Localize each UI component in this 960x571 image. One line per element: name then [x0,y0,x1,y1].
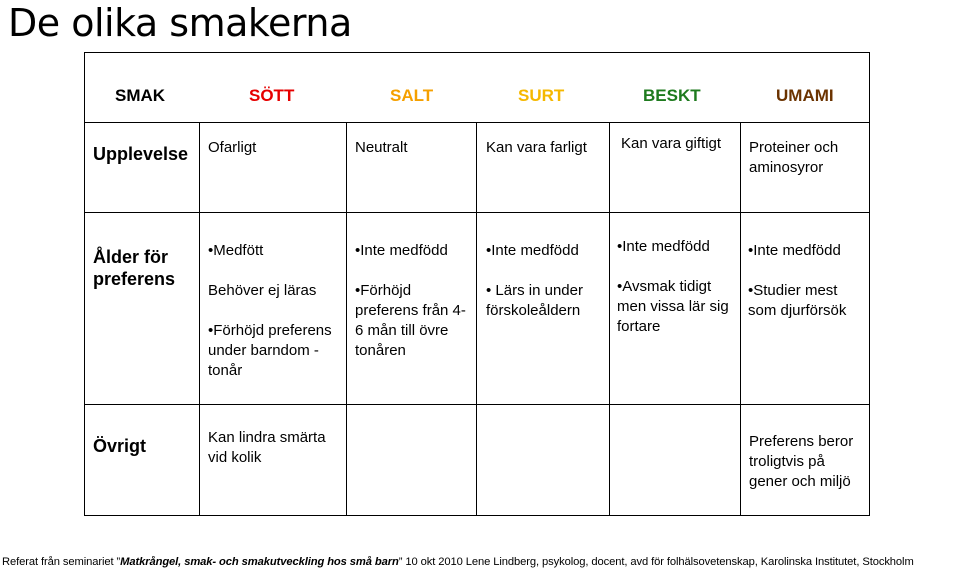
row-divider [84,212,870,213]
cell-line: • Lärs in under förskoleåldern [486,282,583,319]
cell-alder-sott [208,241,340,381]
cell-upplevelse-salt: Neutralt [355,139,408,156]
footer-suffix: ” 10 okt 2010 Lene Lindberg, psykolog, docent, avd för folhälsovetenskap, Karolinska Institutet, Stockholm [398,556,914,568]
footer-seminar-title: Matkrångel, smak- och smakutveckling hos små barn [120,556,399,568]
cell-line: •Medfött [208,242,264,259]
cell-line: •Inte medfödd [355,242,448,259]
cell-ovrigt-umami: Preferens beror troligtvis på gener och miljö [749,433,854,490]
cell-upplevelse-surt: Kan vara farligt [486,139,587,156]
cell-alder-surt [486,241,604,321]
header-beskt: BESKT [643,86,701,105]
cell-alder-umami [748,241,866,321]
page-title: De olika smakerna [8,1,352,45]
row-label-alder: Ålder för preferens [93,247,176,289]
column-divider [476,122,477,516]
cell-ovrigt-sott: Kan lindra smärta vid kolik [208,429,326,466]
header-umami: UMAMI [776,86,834,105]
cell-line: •Studier mest som djurförsök [748,282,847,319]
cell-line: •Förhöjd preferens från 4-6 mån till övre tonåren [355,282,466,359]
row-label-upplevelse: Upplevelse [93,144,189,164]
footer-reference [2,556,914,568]
cell-line: •Förhöjd preferens under barndom - tonår [208,322,332,379]
header-surt: SURT [518,86,565,105]
cell-line: •Inte medfödd [748,242,841,259]
row-label-ovrigt: Övrigt [93,436,147,456]
cell-upplevelse-beskt: Kan vara giftigt [621,135,722,152]
cell-alder-beskt [617,237,733,337]
header-smak: SMAK [115,86,166,105]
header-sott: SÖTT [249,86,295,105]
cell-line: •Avsmak tidigt men vissa lär sig fortare [617,278,729,335]
footer-prefix: Referat från seminariet ” [2,556,121,568]
cell-line: •Inte medfödd [617,238,710,255]
cell-alder-salt [355,241,467,361]
row-divider [84,122,870,123]
header-salt: SALT [390,86,434,105]
cell-upplevelse-sott: Ofarligt [208,139,257,156]
column-divider [346,122,347,516]
column-divider [609,122,610,516]
row-divider [84,404,870,405]
cell-upplevelse-umami: Proteiner och aminosyror [749,139,839,176]
cell-line: •Inte medfödd [486,242,579,259]
column-divider [740,122,741,516]
column-divider [199,122,200,516]
cell-line: Behöver ej läras [208,282,317,299]
